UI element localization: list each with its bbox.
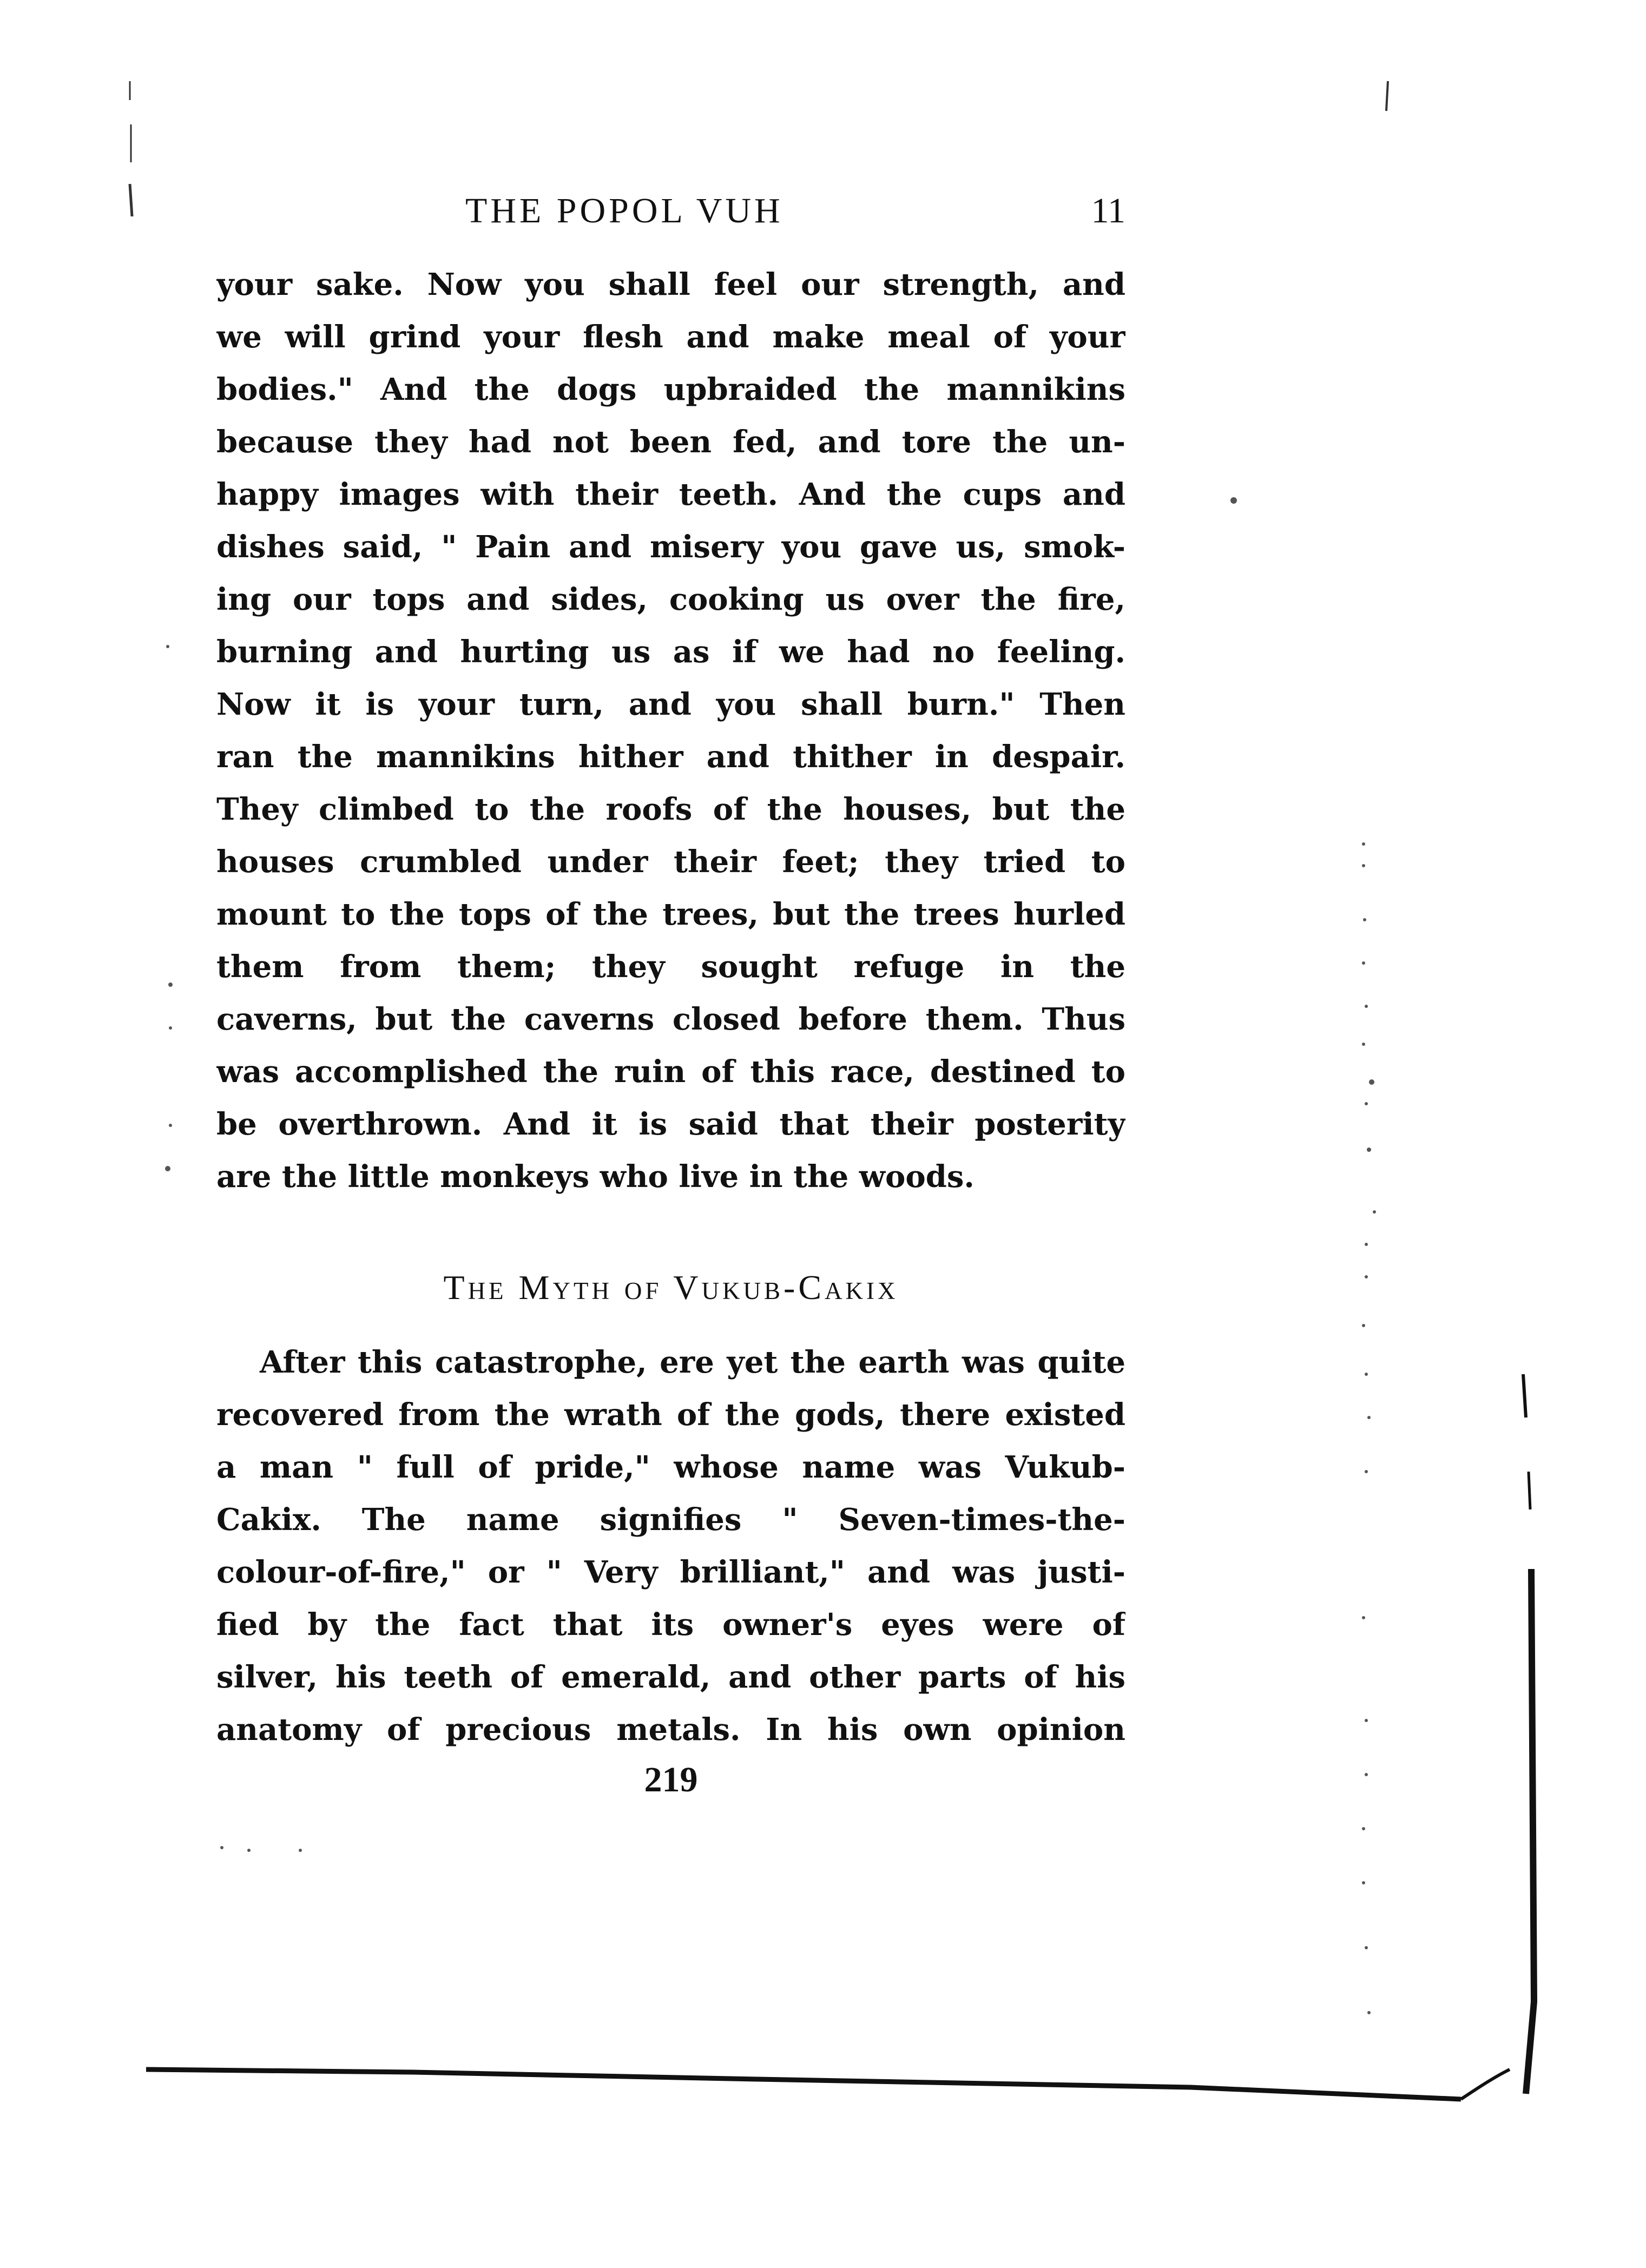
text-line: caverns, but the caverns closed before them. Thus	[216, 1001, 1125, 1037]
text-line: was accomplished the ruin of this race, destined to	[216, 1054, 1125, 1090]
text-line: be overthrown. And it is said that their posterity	[216, 1106, 1125, 1142]
text-line: because they had not been fed, and tore the un-	[216, 424, 1125, 460]
dotted-margin	[165, 497, 1376, 2014]
text-line: bodies." And the dogs upbraided the mannikins	[216, 372, 1125, 407]
text-line: ran the mannikins hither and thither in despair.	[216, 739, 1125, 775]
left-edge-marks	[130, 81, 1388, 216]
section-title: The Myth of Vukub-Cakix	[443, 1268, 899, 1307]
text-line: colour-of-fire," or " Very brilliant," and was justi-	[216, 1554, 1125, 1590]
text-line: your sake. Now you shall feel our strength, and	[216, 267, 1125, 302]
text-line: them from them; they sought refuge in the	[216, 949, 1125, 985]
text-line: we will grind your flesh and make meal of your	[216, 319, 1125, 355]
text-line: houses crumbled under their feet; they tried to	[216, 844, 1125, 880]
text-line: recovered from the wrath of the gods, there existed	[216, 1397, 1125, 1433]
text-line: happy images with their teeth. And the cups and	[216, 477, 1125, 512]
text-line: mount to the tops of the trees, but the trees hurled	[216, 896, 1125, 932]
text-line: After this catastrophe, ere yet the earth was quite	[260, 1344, 1125, 1380]
text-line: Now it is your turn, and you shall burn." Then	[216, 687, 1125, 722]
text-line: a man " full of pride," whose name was Vukub-	[216, 1449, 1125, 1485]
text-line: ing our tops and sides, cooking us over the fire,	[216, 582, 1125, 617]
signature-mark: 219	[644, 1760, 698, 1799]
text-line: dishes said, " Pain and misery you gave us, smok-	[216, 529, 1125, 565]
text-line: burning and hurting us as if we had no feeling.	[216, 634, 1125, 670]
text-line: fied by the fact that its owner's eyes were of	[216, 1607, 1125, 1643]
text-line: anatomy of precious metals. In his own opinion	[216, 1712, 1125, 1748]
bottom-edge-rule	[146, 2069, 1510, 2099]
text-line: Cakix. The name signifies " Seven-times-the-	[216, 1502, 1125, 1538]
page-number: 11	[1091, 191, 1125, 230]
right-edge-rule	[1523, 1374, 1534, 2094]
text-line: They climbed to the roofs of the houses, but the	[216, 792, 1125, 827]
text-line: are the little monkeys who live in the woods.	[216, 1159, 975, 1195]
running-head: THE POPOL VUH	[465, 191, 784, 230]
text-line: silver, his teeth of emerald, and other parts of his	[216, 1659, 1125, 1695]
